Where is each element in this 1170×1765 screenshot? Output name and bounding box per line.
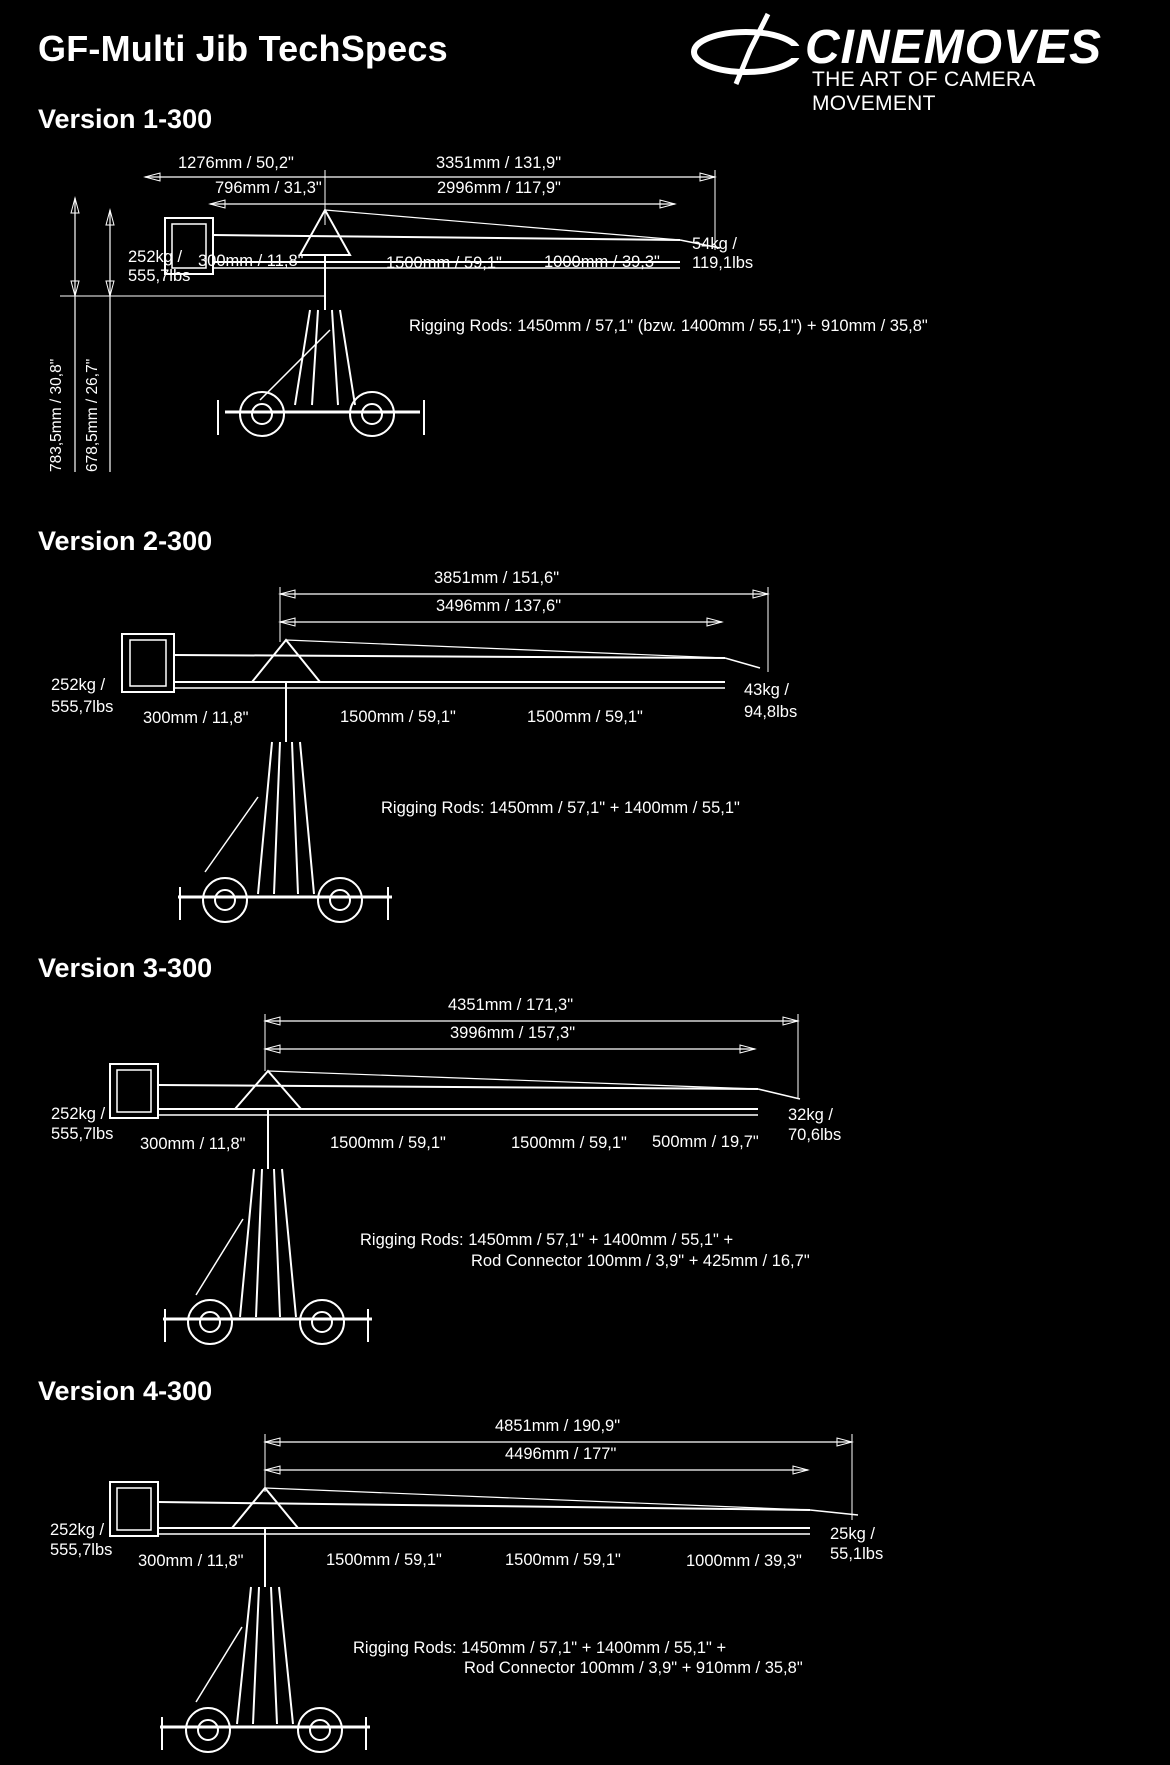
segment-label: 300mm / 11,8": [138, 1552, 244, 1570]
payload-label: 32kg /: [788, 1106, 833, 1124]
brand-logo: [680, 6, 1155, 115]
version-1-section: [0, 100, 1170, 510]
version-title: Version 2-300: [38, 526, 213, 556]
payload-label: 70,6lbs: [788, 1126, 842, 1144]
dim-label: 2996mm / 117,9": [437, 179, 561, 197]
version-3-section: [0, 949, 1170, 1359]
dim-label: 1276mm / 50,2": [178, 154, 294, 172]
counterweight-label: 252kg /: [51, 676, 106, 694]
rigging-label: Rigging Rods: 1450mm / 57,1" + 1400mm / 55,1" +: [353, 1639, 727, 1657]
dim-label: 3496mm / 137,6": [436, 597, 562, 615]
payload-label: 54kg /: [692, 235, 737, 253]
payload-label: 25kg /: [830, 1525, 875, 1543]
height-label: 783,5mm / 30,8": [48, 358, 65, 472]
segment-label: 1000mm / 39,3": [686, 1552, 802, 1570]
segment-label: 1500mm / 59,1": [340, 708, 456, 726]
segment-label: 1500mm / 59,1": [330, 1134, 446, 1152]
counterweight-label: 252kg /: [50, 1521, 105, 1539]
height-label: 678,5mm / 26,7": [84, 358, 101, 472]
cinemoves-swoosh-icon: [688, 12, 813, 92]
payload-label: 55,1lbs: [830, 1545, 884, 1563]
dim-label: 796mm / 31,3": [215, 179, 322, 197]
version-title: Version 4-300: [38, 1376, 213, 1406]
version-title: Version 3-300: [38, 953, 213, 983]
segment-label: 300mm / 11,8": [143, 709, 249, 727]
dim-label: 3351mm / 131,9": [436, 154, 562, 172]
rigging-label: Rod Connector 100mm / 3,9" + 425mm / 16,7": [471, 1252, 810, 1270]
brand-name: CINEMOVES: [805, 21, 1103, 74]
rigging-label: Rigging Rods: 1450mm / 57,1" + 1400mm / 55,1" +: [360, 1231, 734, 1249]
segment-label: 300mm / 11,8": [198, 252, 304, 270]
dim-label: 4351mm / 171,3": [448, 996, 574, 1014]
segment-label: 1000mm / 39,3": [544, 253, 660, 271]
rigging-label: Rod Connector 100mm / 3,9" + 910mm / 35,8": [464, 1659, 803, 1677]
segment-label: 1500mm / 59,1": [386, 254, 502, 272]
dim-label: 4496mm / 177": [505, 1445, 617, 1463]
counterweight-label: 555,7lbs: [128, 267, 191, 285]
segment-label: 300mm / 11,8": [140, 1135, 246, 1153]
counterweight-label: 555,7lbs: [51, 1125, 114, 1143]
segment-label: 1500mm / 59,1": [527, 708, 643, 726]
payload-label: 94,8lbs: [744, 703, 798, 721]
counterweight-label: 252kg /: [128, 248, 183, 266]
segment-label: 500mm / 19,7": [652, 1133, 759, 1151]
counterweight-label: 555,7lbs: [50, 1541, 113, 1559]
segment-label: 1500mm / 59,1": [511, 1134, 627, 1152]
rigging-label: Rigging Rods: 1450mm / 57,1" + 1400mm / 55,1": [381, 799, 740, 817]
counterweight-label: 252kg /: [51, 1105, 106, 1123]
segment-label: 1500mm / 59,1": [326, 1551, 442, 1569]
version-title: Version 1-300: [38, 104, 213, 134]
segment-label: 1500mm / 59,1": [505, 1551, 621, 1569]
rigging-label: Rigging Rods: 1450mm / 57,1" (bzw. 1400mm / 55,1") + 910mm / 35,8": [409, 317, 928, 335]
dim-label: 3996mm / 157,3": [450, 1024, 576, 1042]
jib-drawing-v3: [0, 949, 1170, 1359]
dim-label: 4851mm / 190,9": [495, 1417, 621, 1435]
jib-drawing-v1: [0, 100, 1170, 510]
brand-tagline: THE ART OF CAMERA MOVEMENT: [812, 68, 1035, 115]
payload-label: 43kg /: [744, 681, 789, 699]
version-4-section: [0, 1372, 1170, 1765]
payload-label: 119,1lbs: [692, 254, 754, 272]
counterweight-label: 555,7lbs: [51, 698, 114, 716]
version-2-section: [0, 522, 1170, 932]
dim-label: 3851mm / 151,6": [434, 569, 560, 587]
page-title: GF-Multi Jib TechSpecs: [38, 28, 448, 69]
